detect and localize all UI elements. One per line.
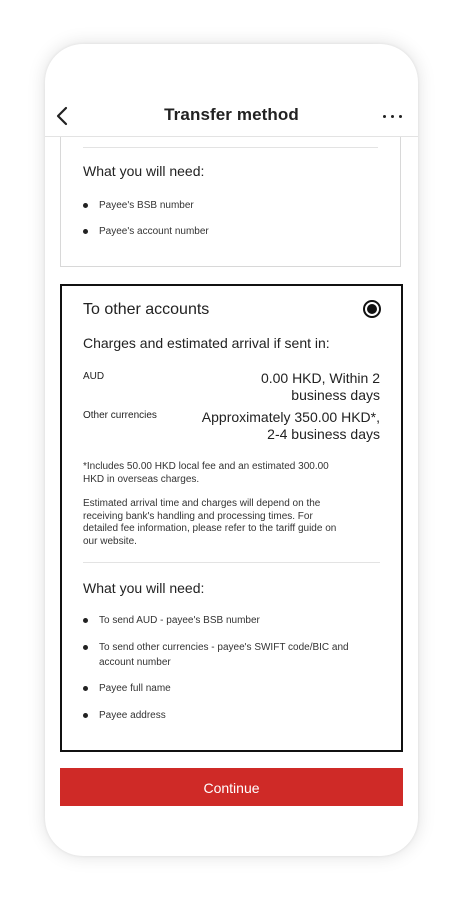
- requirement-text: Payee's account number: [99, 226, 209, 237]
- currency-value-aud: [261, 370, 380, 404]
- bullet-icon: [83, 645, 88, 650]
- radio-selected[interactable]: [363, 300, 381, 318]
- requirements-title: What you will need:: [83, 580, 205, 596]
- continue-button[interactable]: Continue: [60, 768, 403, 806]
- requirements-title: What you will need:: [83, 163, 205, 179]
- divider: [83, 147, 378, 148]
- more-options-button[interactable]: [382, 106, 404, 126]
- more-dot: [391, 115, 394, 118]
- list-item: [83, 613, 353, 628]
- currency-value-other: [202, 409, 380, 443]
- more-horizontal-icon: [383, 115, 386, 118]
- note-line: Estimated arrival time and charges will depend on the: [83, 498, 321, 509]
- fee-note: [83, 461, 368, 486]
- requirement-text: To send AUD - payee's BSB number: [99, 615, 260, 626]
- bullet-icon: [83, 713, 88, 718]
- value-line: 2-4 business days: [267, 426, 380, 442]
- requirement-text: Payee full name: [99, 683, 171, 694]
- bullet-icon: [83, 203, 88, 208]
- list-item: [83, 681, 353, 696]
- note-line: HKD in overseas charges.: [83, 473, 200, 485]
- requirement-text: Payee's BSB number: [99, 200, 194, 211]
- currency-label-aud: AUD: [83, 371, 105, 382]
- page-title: Transfer method: [164, 105, 299, 124]
- arrival-note: [83, 498, 368, 548]
- list-item: [83, 708, 353, 723]
- phone-frame: [45, 44, 418, 856]
- list-item: [83, 200, 194, 211]
- note-line: *Includes 50.00 HKD local fee and an estimated 300.00: [83, 461, 329, 472]
- currency-label-other: Other currencies: [83, 410, 157, 421]
- note-line: detailed fee information, please refer to the tariff guide on: [83, 523, 337, 534]
- note-line: receiving bank's handling and processing times. For: [83, 510, 313, 522]
- more-dot: [399, 115, 402, 118]
- requirement-text: Payee address: [99, 710, 166, 721]
- list-item: [83, 226, 209, 237]
- charges-title: Charges and estimated arrival if sent in:: [83, 335, 330, 351]
- divider: [83, 562, 380, 563]
- transfer-option-card-selected[interactable]: [60, 284, 403, 752]
- value-line: Approximately 350.00 HKD*,: [201, 409, 380, 425]
- value-line: business days: [291, 387, 380, 403]
- requirement-text: account number: [99, 657, 171, 668]
- transfer-option-card-collapsed[interactable]: [60, 137, 401, 267]
- requirement-text: To send other currencies - payee's SWIFT code/BIC and: [99, 642, 349, 653]
- bullet-icon: [83, 618, 88, 623]
- radio-dot-icon: [367, 304, 377, 314]
- bullet-icon: [83, 686, 88, 691]
- list-item: [83, 640, 353, 670]
- value-line: 0.00 HKD, Within 2: [260, 370, 380, 386]
- bullet-icon: [83, 229, 88, 234]
- top-bar: [45, 96, 418, 137]
- note-line: our website.: [83, 535, 137, 547]
- option-title: To other accounts: [83, 301, 210, 318]
